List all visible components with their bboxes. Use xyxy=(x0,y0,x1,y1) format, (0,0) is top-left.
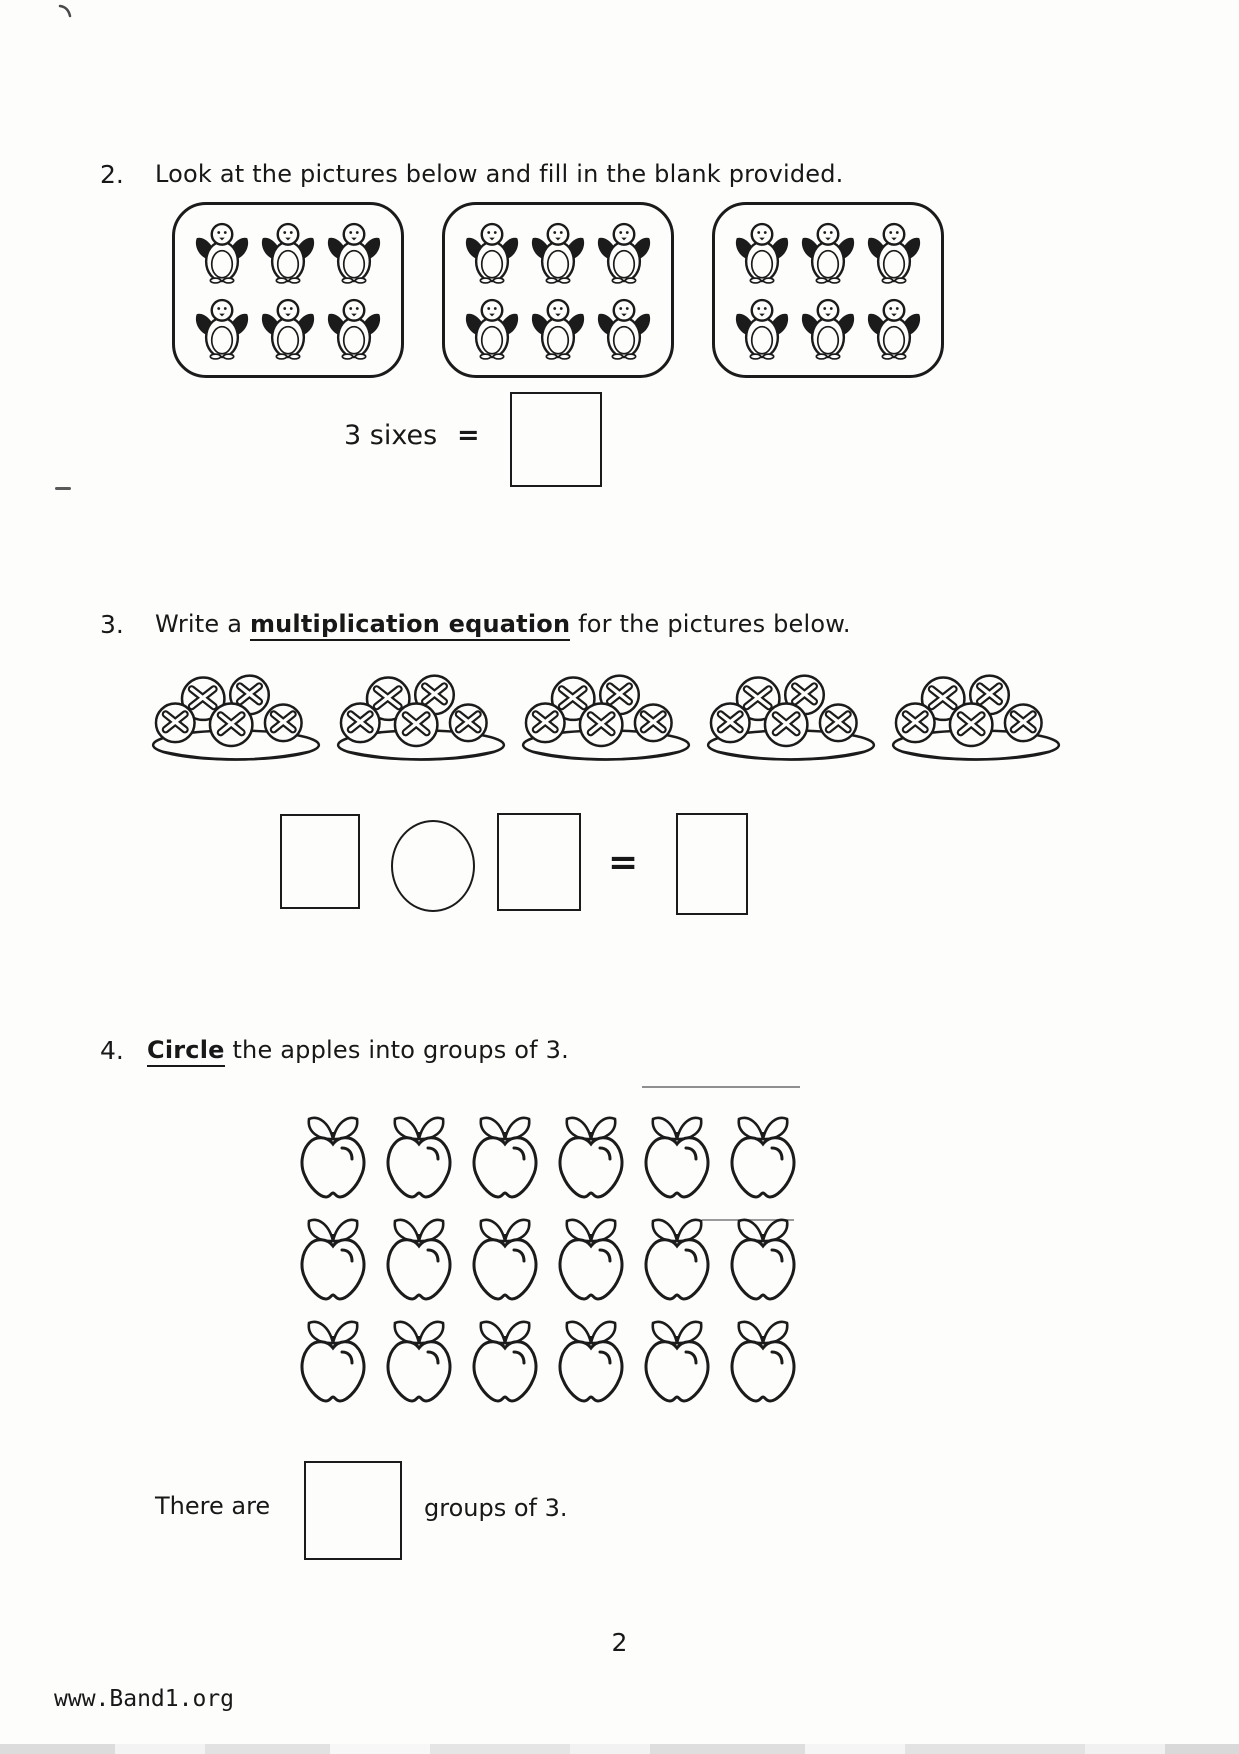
scan-dash-artifact xyxy=(55,487,71,490)
plates-row xyxy=(146,664,1066,772)
penguin-icon xyxy=(194,298,250,360)
q4-answer-suffix: groups of 3. xyxy=(424,1494,568,1522)
penguin-icon xyxy=(260,298,316,360)
question-4-number: 4. xyxy=(100,1036,124,1065)
q3-factor-box-1[interactable] xyxy=(280,814,360,909)
apple-icon xyxy=(296,1314,370,1406)
apple-icon xyxy=(726,1110,800,1202)
penguin-icon xyxy=(800,222,856,284)
apples-grid xyxy=(296,1110,800,1406)
q4-answer-prefix: There are xyxy=(155,1492,271,1520)
buns-plate-icon xyxy=(701,664,881,772)
apple-icon xyxy=(296,1110,370,1202)
penguin-icon xyxy=(866,222,922,284)
footer-url: www.Band1.org xyxy=(54,1686,235,1712)
scan-mark-artifact xyxy=(58,4,74,20)
apple-icon xyxy=(468,1314,542,1406)
apple-icon xyxy=(726,1212,800,1304)
penguin-icon xyxy=(326,222,382,284)
penguin-icon xyxy=(866,298,922,360)
apple-icon xyxy=(640,1110,714,1202)
q2-expression-label: 3 sixes xyxy=(344,420,438,451)
buns-plate-icon xyxy=(146,664,326,772)
penguin-icon xyxy=(800,298,856,360)
apple-icon xyxy=(468,1212,542,1304)
penguin-groups xyxy=(172,202,944,378)
q3-operator-circle[interactable] xyxy=(391,820,475,912)
penguin-icon xyxy=(530,222,586,284)
q3-equals-sign: = xyxy=(608,842,639,883)
question-3-prompt xyxy=(155,610,851,638)
penguin-icon xyxy=(260,222,316,284)
q3-prompt-emphasis: multiplication equation xyxy=(250,610,570,641)
penguin-icon xyxy=(596,222,652,284)
apple-icon xyxy=(382,1314,456,1406)
question-4-prompt xyxy=(147,1036,569,1064)
q2-equals-sign: = xyxy=(457,420,480,451)
question-2-prompt: Look at the pictures below and fill in the blank provided. xyxy=(155,160,844,188)
q2-answer-box[interactable] xyxy=(510,392,602,487)
apple-icon xyxy=(382,1110,456,1202)
buns-plate-icon xyxy=(331,664,511,772)
penguin-group-box xyxy=(442,202,674,378)
apple-icon xyxy=(382,1212,456,1304)
penguin-icon xyxy=(734,222,790,284)
buns-plate-icon xyxy=(886,664,1066,772)
penguin-icon xyxy=(596,298,652,360)
penguin-icon xyxy=(464,222,520,284)
penguin-icon xyxy=(734,298,790,360)
question-2-number: 2. xyxy=(100,160,124,189)
penguin-icon xyxy=(464,298,520,360)
penguin-icon xyxy=(194,222,250,284)
q4-prompt-emphasis: Circle xyxy=(147,1036,225,1067)
q4-prompt-suffix: the apples into groups of 3. xyxy=(224,1036,569,1064)
penguin-icon xyxy=(530,298,586,360)
apple-icon xyxy=(726,1314,800,1406)
penguin-group-box xyxy=(172,202,404,378)
apple-icon xyxy=(296,1212,370,1304)
question-3-number: 3. xyxy=(100,610,124,639)
scan-edge-bar xyxy=(0,1744,1239,1754)
apple-icon xyxy=(640,1314,714,1406)
apple-icon xyxy=(554,1314,628,1406)
q3-factor-box-2[interactable] xyxy=(497,813,581,911)
apple-icon xyxy=(468,1110,542,1202)
scan-line-artifact xyxy=(642,1086,800,1088)
penguin-icon xyxy=(326,298,382,360)
apple-icon xyxy=(554,1110,628,1202)
buns-plate-icon xyxy=(516,664,696,772)
q4-answer-box[interactable] xyxy=(304,1461,402,1560)
q3-prompt-suffix: for the pictures below. xyxy=(570,610,851,638)
page-number: 2 xyxy=(611,1628,628,1657)
q3-product-box[interactable] xyxy=(676,813,748,915)
apple-icon xyxy=(640,1212,714,1304)
penguin-group-box xyxy=(712,202,944,378)
apple-icon xyxy=(554,1212,628,1304)
q3-prompt-prefix: Write a xyxy=(155,610,250,638)
